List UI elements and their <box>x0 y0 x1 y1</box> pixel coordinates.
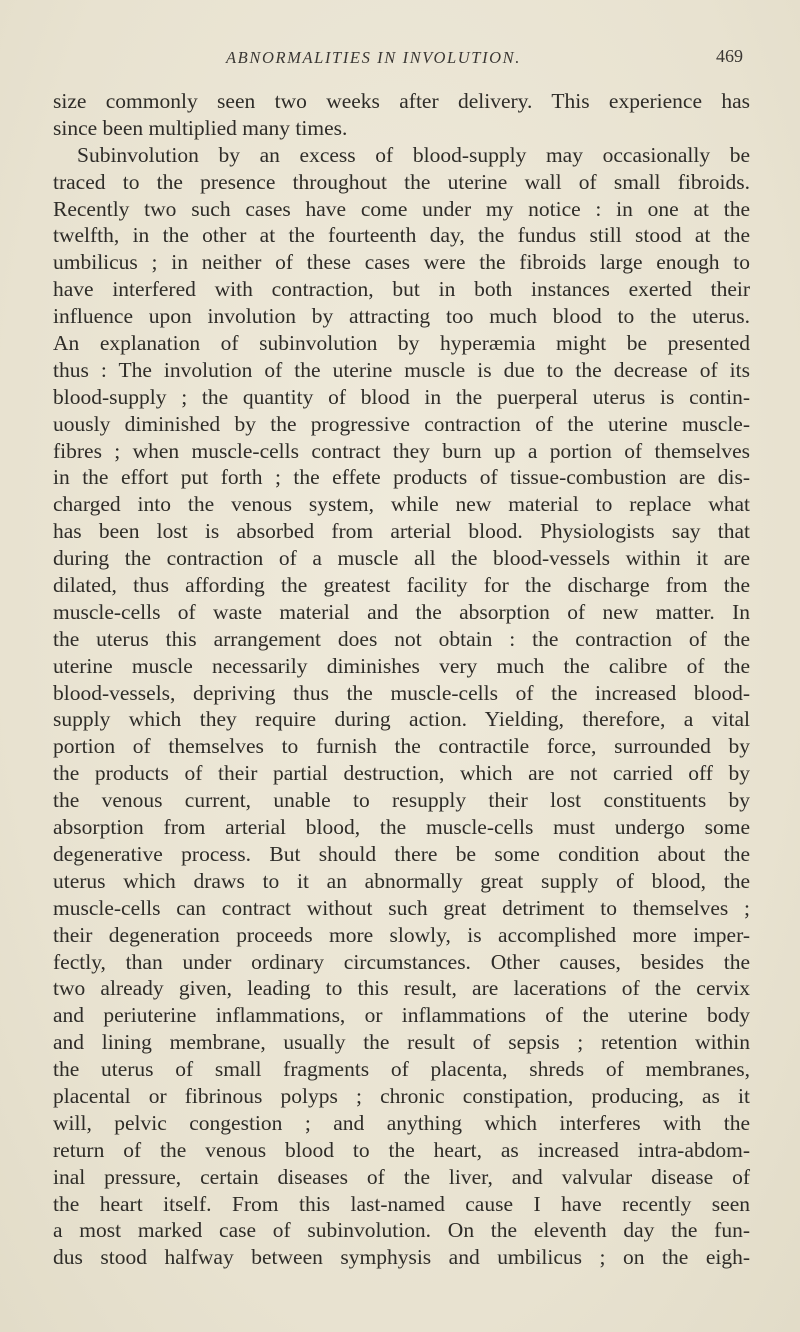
text-line: fibres ; when muscle-cells contract they burn up a portion of themselves <box>53 438 750 463</box>
text-line: the heart itself. From this last-named cause I have recently seen <box>53 1191 750 1216</box>
text-line: uously diminished by the progressive contraction of the uterine muscle- <box>53 411 750 436</box>
text-line: umbilicus ; in neither of these cases were the fibroids large enough to <box>53 250 750 275</box>
text-line: degenerative process. But should there be some condition about the <box>53 841 750 866</box>
text-line: inal pressure, certain diseases of the liver, and valvular disease of <box>53 1164 750 1189</box>
text-line: in the effort put forth ; the effete products of tissue-combustion are dis- <box>53 465 750 490</box>
text-line: traced to the presence throughout the uterine wall of small fibroids. <box>53 169 750 194</box>
text-line: blood-supply ; the quantity of blood in the puerperal uterus is contin- <box>53 384 750 409</box>
text-line: muscle-cells can contract without such great detriment to themselves ; <box>53 895 750 920</box>
text-line: portion of themselves to furnish the contractile force, surrounded by <box>53 734 750 759</box>
text-line: Subinvolution by an excess of blood-supply may occasionally be <box>77 142 750 167</box>
text-line: size commonly seen two weeks after delivery. This experience has <box>53 89 750 113</box>
text-line: since been multiplied many times. <box>53 115 348 140</box>
page-number: 469 <box>716 46 743 66</box>
text-line: the uterus of small fragments of placenta, shreds of membranes, <box>53 1057 750 1082</box>
text-line: the venous current, unable to resupply their lost constituents by <box>53 788 750 813</box>
text-line: and lining membrane, usually the result of sepsis ; retention within <box>53 1030 750 1055</box>
text-line: have interfered with contraction, but in both instances exerted their <box>53 277 750 302</box>
text-line: and periuterine inflammations, or inflammations of the uterine body <box>53 1003 750 1028</box>
text-line: their degeneration proceeds more slowly, is accomplished more imper- <box>53 922 750 947</box>
text-line: return of the venous blood to the heart, as increased intra-abdom- <box>53 1137 750 1162</box>
text-line: the uterus this arrangement does not obtain : the contraction of the <box>53 626 750 651</box>
text-line: has been lost is absorbed from arterial blood. Physiologists say that <box>53 519 750 544</box>
text-line: uterus which draws to it an abnormally great supply of blood, the <box>53 868 750 893</box>
text-line: dilated, thus affording the greatest facility for the discharge from the <box>53 573 750 598</box>
text-line: twelfth, in the other at the fourteenth day, the fundus still stood at the <box>53 223 750 248</box>
text-line: An explanation of subinvolution by hyperæmia might be presented <box>53 331 750 356</box>
body-text <box>53 88 750 1271</box>
text-line: a most marked case of subinvolution. On the eleventh day the fun- <box>53 1218 750 1243</box>
running-title: ABNORMALITIES IN INVOLUTION. <box>226 48 522 67</box>
text-line: thus : The involution of the uterine muscle is due to the decrease of its <box>53 357 750 382</box>
text-line: blood-vessels, depriving thus the muscle-cells of the increased blood- <box>53 680 750 705</box>
text-line: muscle-cells of waste material and the absorption of new matter. In <box>53 599 750 624</box>
text-line: influence upon involution by attracting too much blood to the uterus. <box>53 304 750 329</box>
text-line: placental or fibrinous polyps ; chronic constipation, producing, as it <box>53 1083 750 1108</box>
text-line: supply which they require during action. Yielding, therefore, a vital <box>53 707 750 732</box>
text-line: two already given, leading to this result, are lacerations of the cervix <box>53 976 750 1001</box>
text-line: charged into the venous system, while new material to replace what <box>53 492 750 517</box>
text-line: Recently two such cases have come under my notice : in one at the <box>53 196 750 221</box>
text-line: will, pelvic congestion ; and anything which interferes with the <box>53 1110 750 1135</box>
text-line: dus stood halfway between symphysis and umbilicus ; on the eigh- <box>53 1245 750 1270</box>
text-line: uterine muscle necessarily diminishes very much the calibre of the <box>53 653 750 678</box>
text-line: fectly, than under ordinary circumstances. Other causes, besides the <box>53 949 750 974</box>
text-line: absorption from arterial blood, the muscle-cells must undergo some <box>53 815 750 840</box>
text-line: during the contraction of a muscle all the blood-vessels within it are <box>53 546 750 571</box>
text-line: the products of their partial destruction, which are not carried off by <box>53 761 750 786</box>
